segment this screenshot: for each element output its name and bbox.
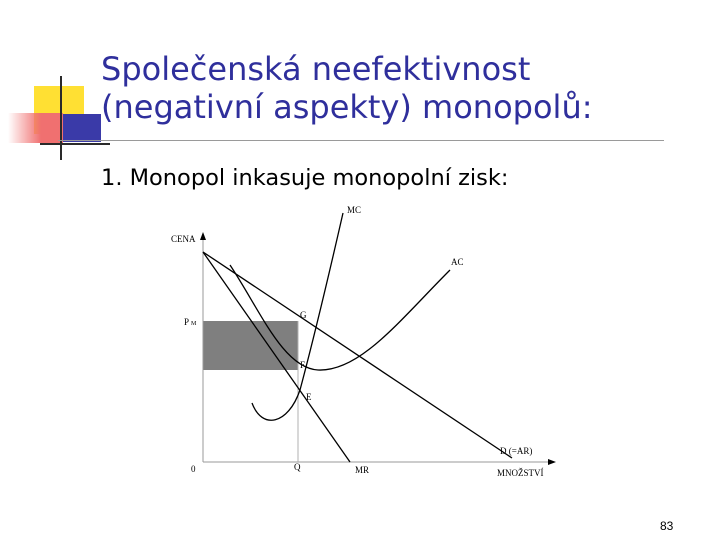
slide-subtitle: 1. Monopol inkasuje monopolní zisk:: [101, 165, 509, 191]
origin-label: 0: [191, 464, 196, 474]
page-number: 83: [660, 519, 674, 533]
point-e-label: E: [306, 392, 312, 402]
point-f-label: F: [300, 360, 306, 370]
quantity-label: Q: [294, 462, 301, 472]
y-axis-label: CENA: [171, 234, 196, 244]
ac-label: AC: [451, 257, 464, 267]
price-subscript: M: [191, 321, 197, 327]
x-axis-arrow: [548, 459, 556, 465]
title-line-1: Společenská neefektivnost: [101, 50, 531, 88]
demand-label: D (=AR): [500, 446, 533, 456]
price-main: P: [184, 317, 190, 327]
y-axis-arrow: [200, 232, 206, 240]
title-line-2: (negativní aspekty) monopolů:: [101, 88, 593, 126]
x-axis-label: MNOŽSTVÍ: [497, 468, 544, 478]
monopoly-profit-area: [203, 321, 298, 370]
mc-label: MC: [347, 205, 362, 215]
price-label: [184, 317, 197, 327]
mr-label: MR: [355, 465, 370, 475]
point-g-label: G: [300, 310, 307, 320]
